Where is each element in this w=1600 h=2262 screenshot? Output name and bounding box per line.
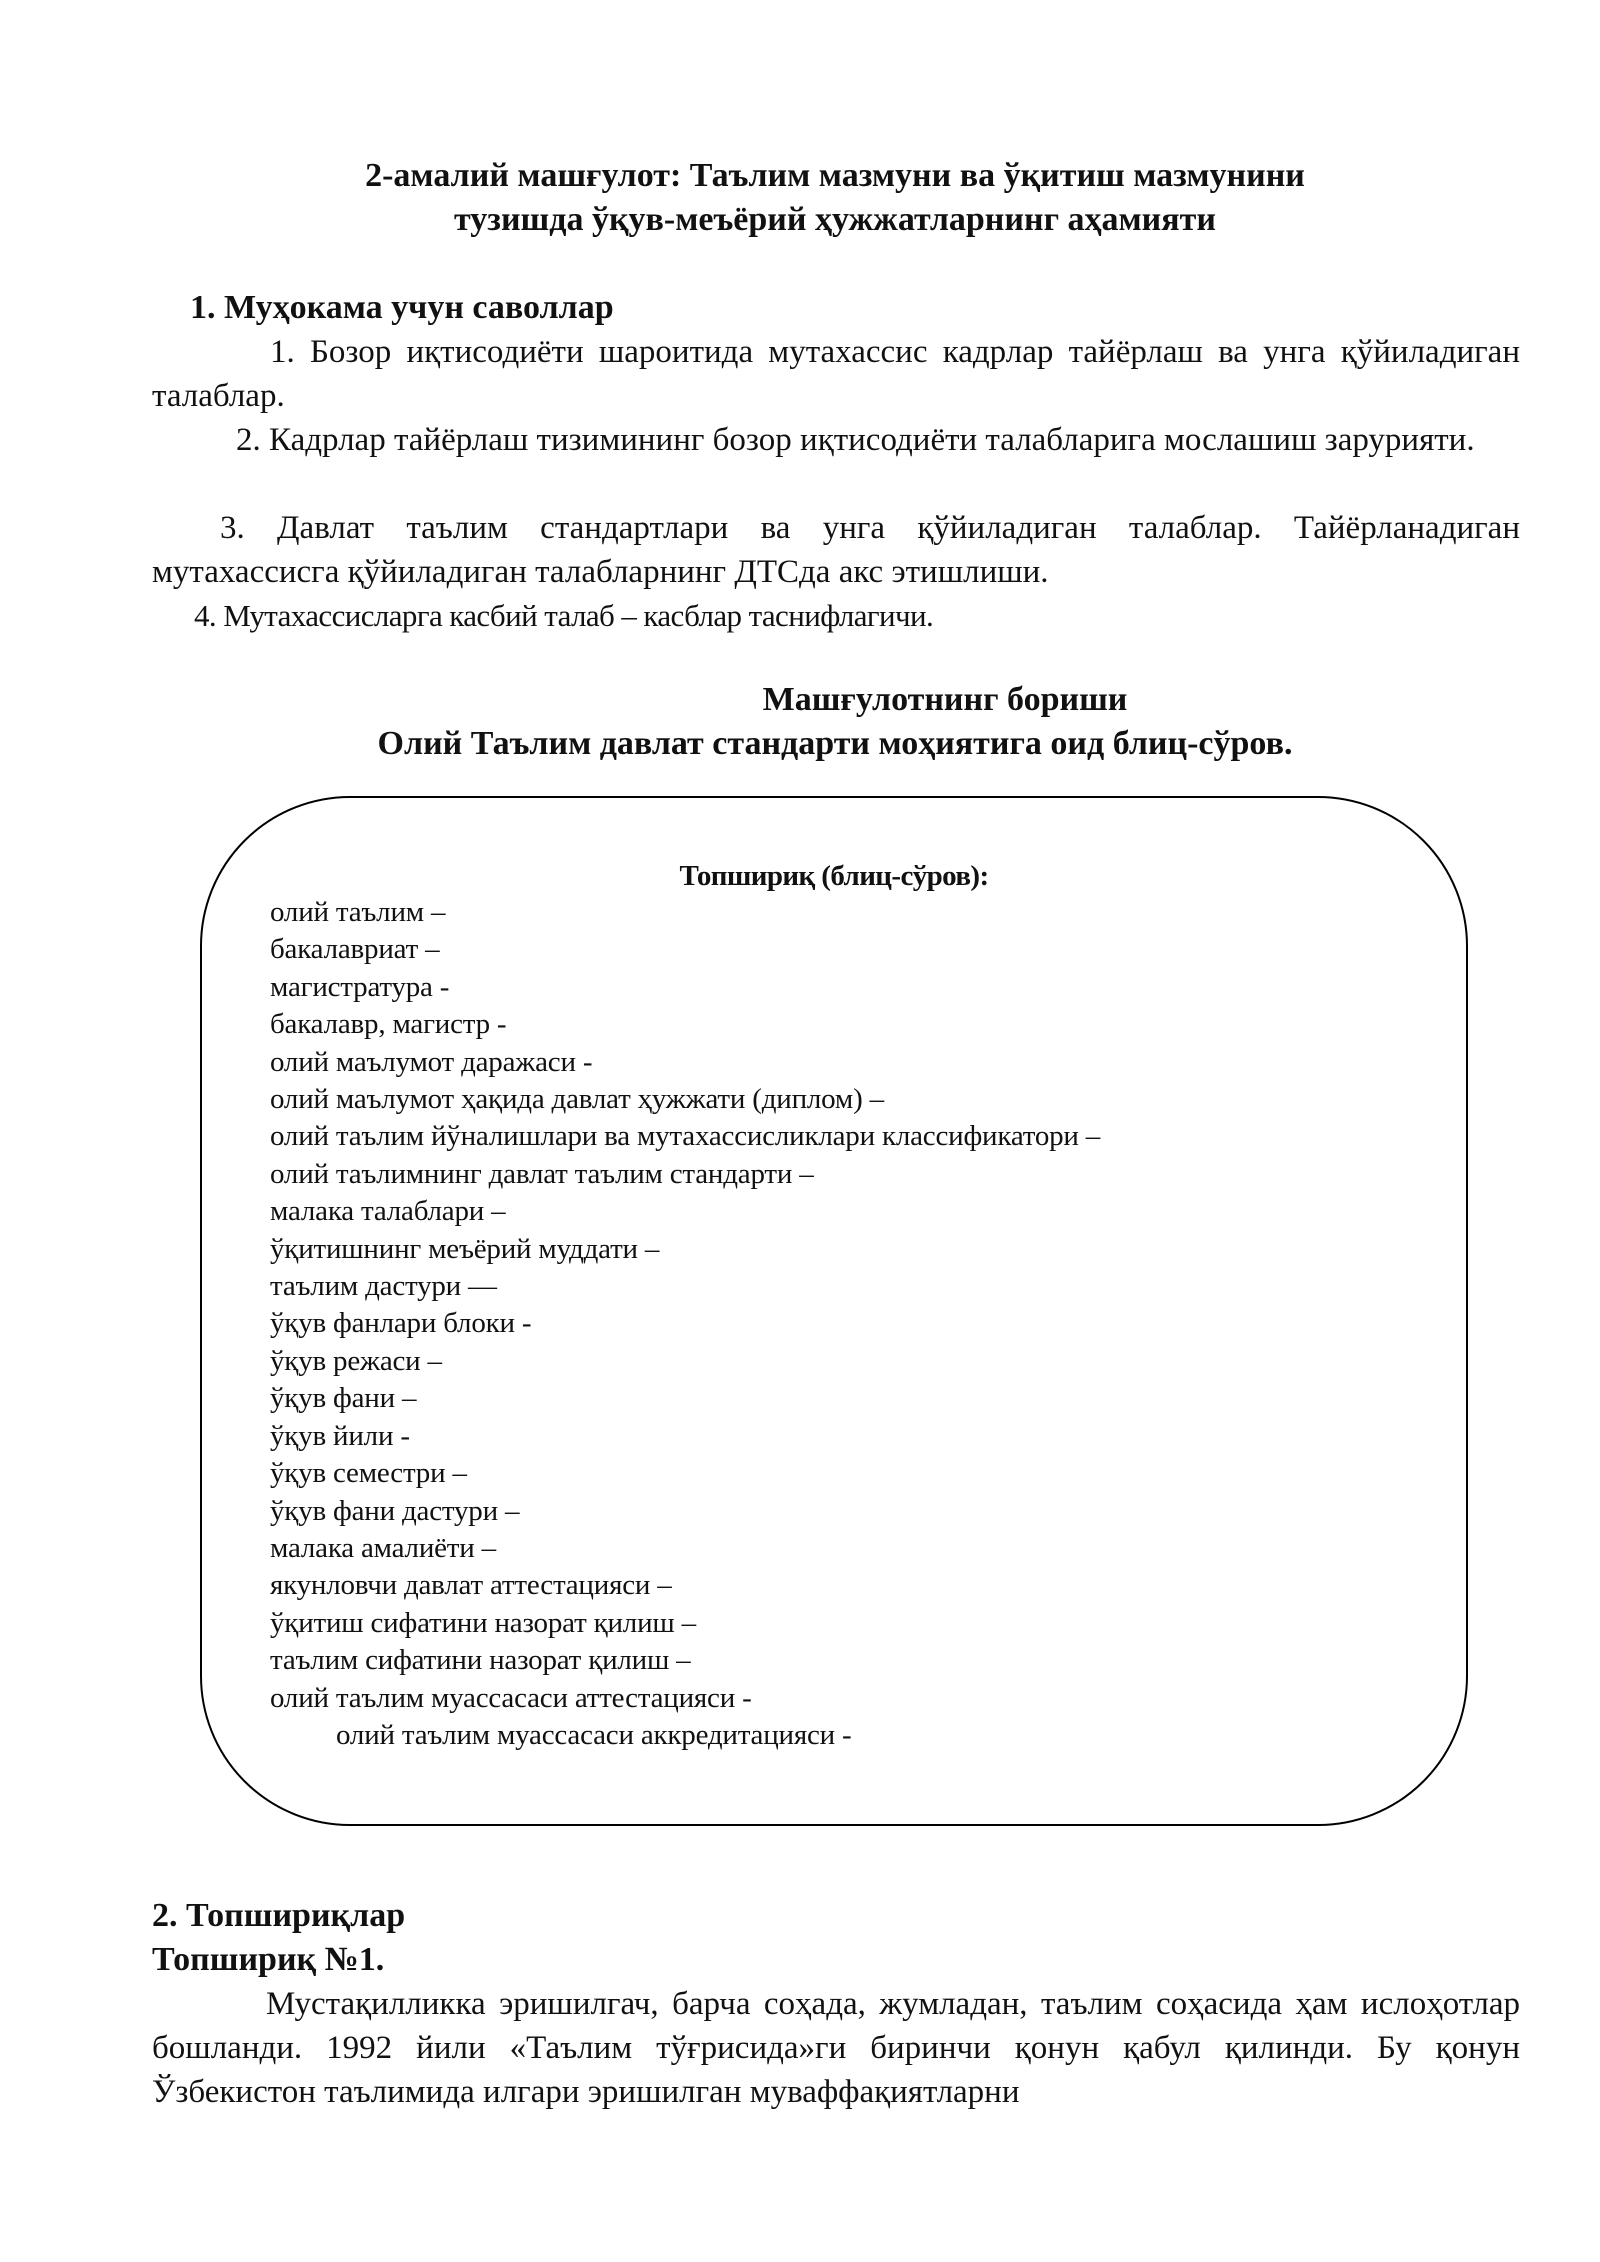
- list-item: олий таълим муассасаси аккредитацияси -: [336, 1718, 852, 1751]
- list-item: магистратура -: [270, 970, 450, 1003]
- session-heading: Машғулотнинг бориши: [762, 681, 1128, 718]
- list-item: ўқув фани –: [270, 1382, 417, 1415]
- list-item: олий таълим –: [270, 896, 446, 928]
- list-item: ўқитиш сифатини назорат қилиш –: [270, 1606, 696, 1639]
- question-4: 4. Мутахассисларга касбий талаб – касблар таснифлагичи.: [194, 598, 934, 633]
- list-item: таълим сифатини назорат қилиш –: [270, 1644, 691, 1677]
- list-item: ўқув режаси –: [270, 1344, 442, 1377]
- session-subheading: Олий Таълим давлат стандарти моҳиятига оид блиц-сўров.: [377, 725, 1293, 762]
- task-1-heading: Топшириқ №1.: [152, 1941, 385, 1978]
- list-item: малака амалиёти –: [270, 1531, 496, 1564]
- page-title-line-1: 2-амалий машғулот: Таълим мазмуни ва ўқитиш мазмунини: [365, 157, 1305, 194]
- list-item: ўқув фани дастури –: [270, 1494, 520, 1527]
- tasks-heading: 2. Топшириқлар: [152, 1897, 406, 1934]
- list-item: олий таълим йўналишлари ва мутахассисликлари классификатори –: [270, 1120, 1101, 1153]
- list-item: малака талаблари –: [270, 1195, 506, 1228]
- blitz-survey-list: [270, 894, 1100, 1754]
- list-item: олий маълумот даражаси -: [270, 1045, 593, 1078]
- list-item: якунловчи давлат аттестацияси –: [270, 1569, 672, 1602]
- list-item: бакалавр, магистр -: [270, 1008, 507, 1041]
- list-item: олий таълим муассасаси аттестацияси -: [270, 1681, 752, 1714]
- question-3: 3. Давлат таълим стандартлари ва унга қўйиладиган талаблар. Тайёрланадиган мутахассисга қўйиладиган талабларнинг ДТСда акс этишлиши.: [152, 510, 1520, 590]
- question-1: 1. Бозор иқтисодиёти шароитида мутахассис кадрлар тайёрлаш ва унга қўйиладиган талаблар.: [152, 334, 1520, 414]
- list-item: таълим дастури —: [270, 1270, 497, 1303]
- list-item: ўқув фанлари блоки -: [270, 1307, 532, 1340]
- question-2: 2. Кадрлар тайёрлаш тизимининг бозор иқтисодиёти талабларига мослашиш зарурияти.: [236, 422, 1475, 458]
- task-1-paragraph: Мустақилликка эришилгач, барча соҳада, жумладан, таълим соҳасида ҳам ислоҳотлар бошланди. 1992 йили «Таълим тўғрисида»ги биринчи қонун қабул қилинди. Бу қонун Ўзбекистон таълимида илгари эришилган муваффақиятларни: [152, 1986, 1520, 2110]
- page-title-line-2: тузишда ўқув-меъёрий ҳужжатларнинг аҳамияти: [454, 201, 1216, 238]
- list-item: ўқитишнинг меъёрий муддати –: [270, 1232, 660, 1265]
- list-item: ўқув семестри –: [270, 1457, 467, 1490]
- list-item: ўқув йили -: [270, 1419, 410, 1452]
- list-item: олий таълимнинг давлат таълим стандарти –: [270, 1157, 814, 1190]
- list-item: олий маълумот ҳақида давлат ҳужжати (диплом) –: [270, 1083, 884, 1116]
- blitz-survey-heading: Топшириқ (блиц-сўров):: [679, 860, 989, 892]
- list-item: бакалавриат –: [270, 933, 440, 966]
- discussion-heading: 1. Муҳокама учун саволлар: [190, 289, 614, 326]
